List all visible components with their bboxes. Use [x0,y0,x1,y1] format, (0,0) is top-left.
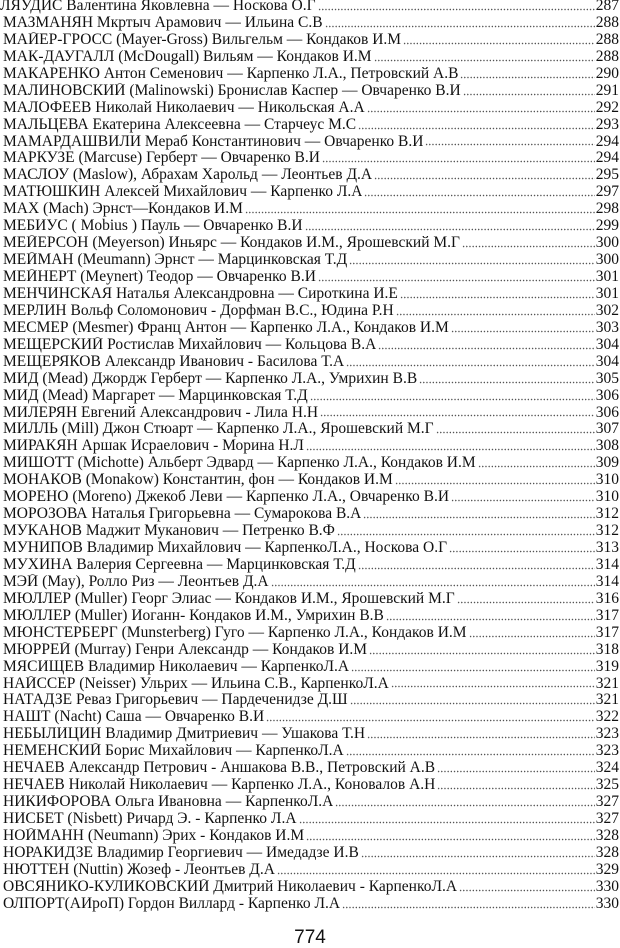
dot-leader [349,262,595,265]
dot-leader [364,194,594,197]
entry-page: 298 [595,201,619,218]
entry-title: МАСЛОУ (Maslow), Абрахам Харольд — Леонтьев Д.А [3,167,373,184]
dot-leader [369,652,595,655]
entry-page: 300 [595,235,619,252]
index-entry [0,862,619,879]
entry-title: МЭЙ (May), Ролло Риз — Леонтьев Д.А [3,573,269,590]
dot-leader [350,702,595,705]
dot-leader [469,635,595,638]
index-entry [0,303,619,320]
entry-page: 313 [595,540,619,556]
index-entry [0,371,619,388]
entry-page: 330 [595,878,619,895]
entry-page: 304 [595,353,619,370]
entry-title: МАЛИНОВСКИЙ (Malinowski) Бронислав Каспер — Овчаренко В.И [3,82,461,99]
index-entry [0,574,619,591]
entry-title: НАЙССЕР (Neisser) Ульрих — Ильина С.В., КарпенкоЛ.А [3,675,389,692]
entry-page: 328 [595,844,619,861]
dot-leader [305,228,595,231]
entry-title: МЮЛЛЕР (Muller) Иоганн- Кондаков И.М., Умрихин В.В [3,607,384,624]
index-entry [0,625,619,642]
entry-page: 323 [595,726,619,743]
index-entry [0,523,619,540]
index-entry [0,269,619,286]
dot-leader [386,618,595,621]
entry-page: 300 [595,252,619,269]
entry-title: МЕРЛИН Вольф Соломонович - Дорфман В.С., Юдина Р.Н [3,302,394,319]
entry-title: МАЛЬЦЕВА Екатерина Алексеевна — Старчеус М.С [3,116,357,133]
page-number: 774 [294,927,326,948]
entry-page: 310 [595,489,619,506]
dot-leader [437,787,594,790]
index-entry [0,354,619,371]
entry-title: НАШТ (Nacht) Саша — Овчаренко В.И [3,709,265,726]
dot-leader [299,821,595,824]
entry-title: МИРАКЯН Аршак Исраелович - Морина Н.Л [3,438,304,455]
dot-leader [395,482,595,485]
entry-title: МАМАРДАШВИЛИ Мераб Константинович — Овчаренко В.И [3,133,424,150]
index-entry [0,100,619,117]
entry-title: МИЛЛЬ (Mill) Джон Стюарт — Карпенко Л.А., Ярошевский М.Г [3,421,434,438]
dot-leader [346,753,595,756]
entry-page: 294 [595,150,619,167]
entry-page: 312 [595,523,619,540]
dot-leader [451,499,595,502]
index-entry [0,150,619,167]
entry-page: 319 [595,658,619,675]
entry-title: МАРКУЗЕ (Marcuse) Герберт — Овчаренко В.И [3,150,320,167]
index-entry [0,201,619,218]
entry-page: 310 [595,472,619,489]
index-entry [0,184,619,201]
index-entry [0,337,619,354]
dot-leader [358,567,595,570]
dot-leader [306,838,595,841]
index-entry [0,692,619,709]
entry-title: МЕНЧИНСКАЯ Наталья Александровна — Сироткина И.Е [3,285,398,302]
entry-page: 302 [595,302,619,319]
dot-leader [342,906,595,909]
dot-leader [367,110,595,113]
index-entry [0,709,619,726]
entry-title: МАЗМАНЯН Мкртыч Арамович — Ильина С.В [3,14,323,31]
index-entry [0,896,619,913]
dot-leader [478,465,595,468]
entry-page: 306 [595,404,619,421]
entry-page: 297 [595,184,619,201]
entry-title: МЕБИУС ( Mobius ) Пауль — Овчаренко В.И [3,218,303,235]
dot-leader [374,59,595,62]
dot-leader [437,770,595,773]
entry-title: МАЙЕР-ГРОСС (Mayer-Gross) Вильгельм — Кондаков И.М [3,31,402,48]
entry-page: 324 [595,760,619,777]
entry-title: НЮТТЕН (Nuttin) Жозеф - Леонтьев Д.А [3,861,275,878]
entry-title: НОРАКИДЗЕ Владимир Георгиевич — Имедадзе И.В [3,844,359,861]
index-entry [0,167,619,184]
index-entry [0,659,619,676]
entry-title: МЕЩЕРЯКОВ Александр Иванович - Басилова Т.А [3,353,345,370]
dot-leader [351,669,595,672]
dot-leader [363,516,594,519]
index-entry [0,472,619,489]
index-entry [0,777,619,794]
index-entry [0,811,619,828]
dot-leader [436,431,595,434]
index-entry [0,320,619,337]
entry-page: 318 [595,641,619,658]
entry-page: 328 [595,827,619,844]
entry-page: 309 [595,455,619,472]
entry-page: 317 [595,624,619,641]
entry-title: МЮРРЕЙ (Murray) Генри Александр — Кондаков И.М [3,641,368,658]
entry-title: МИЛЕРЯН Евгений Александрович - Лила Н.Н [3,404,319,421]
dot-leader [459,889,595,892]
entry-title: НЕЧАЕВ Александр Петрович - Аншакова В.В., Петровский А.В [3,760,436,777]
dot-leader [245,211,595,214]
entry-page: 288 [595,48,619,65]
dot-leader [391,685,595,688]
index-entry [0,489,619,506]
entry-title: МЯСИЩЕВ Владимир Николаевич — КарпенкоЛ.А [3,658,350,675]
index-entry [0,726,619,743]
entry-page: 321 [595,692,619,709]
dot-leader [374,177,595,180]
dot-leader [400,296,595,299]
dot-leader [271,584,595,587]
entry-page: 317 [595,607,619,624]
entry-page: 327 [595,794,619,811]
entry-page: 299 [595,218,619,235]
entry-page: 322 [595,709,619,726]
dot-leader [318,8,595,11]
entry-title: МАТЮШКИН Алексей Михайлович — Карпенко Л.А [3,184,363,201]
entry-title: МЕЙНЕРТ (Meynert) Теодор — Овчаренко В.И [3,269,316,285]
index-entry [0,66,619,83]
entry-page: 321 [595,675,619,692]
entry-title: НЕБЫЛИЦИН Владимир Дмитриевич — Ушакова Т.Н [3,726,366,743]
index-entry [0,218,619,235]
index-entry [0,828,619,845]
dot-leader [396,313,595,316]
entry-title: МАКАРЕНКО Антон Семенович — Карпенко Л.А., Петровский А.В [3,65,459,82]
index-entry [0,591,619,608]
index-entry [0,760,619,777]
entry-title: МУХИНА Валерия Сергеевна — Марцинковская Т.Д [3,556,356,573]
dot-leader [462,245,595,248]
index-entry [0,743,619,760]
dot-leader [277,872,595,875]
index-entry [0,252,619,269]
dot-leader [322,160,595,163]
entry-page: 312 [595,506,619,523]
entry-page: 327 [595,811,619,827]
index-entry [0,0,619,15]
dot-leader [358,127,595,130]
dot-leader [335,804,594,807]
entry-title: МЕСМЕР (Mesmer) Франц Антон — Карпенко Л.А., Кондаков И.М [3,319,449,336]
entry-title: НИКИФОРОВА Ольга Ивановна — КарпенкоЛ.А [3,794,334,811]
entry-page: 314 [595,573,619,590]
index-entry [0,15,619,32]
entry-page: 288 [595,14,619,31]
entry-title: МУКАНОВ Маджит Муканович — Петренко В.Ф [3,523,335,540]
index-entry [0,235,619,252]
index-entry [0,438,619,455]
entry-page: 325 [595,777,619,794]
entry-page: 293 [595,116,619,133]
index-entry [0,845,619,862]
entry-page: 290 [595,65,619,82]
entry-page: 304 [595,336,619,353]
dot-leader [361,855,595,858]
entry-page: 294 [595,133,619,150]
dot-leader [378,347,594,350]
index-entry [0,506,619,523]
entry-page: 303 [595,319,619,336]
entry-title: МИШОТТ (Michotte) Альберт Эдвард — Карпенко Л.А., Кондаков И.М [3,455,476,472]
entry-title: МЕЩЕРСКИЙ Ростислав Михайлович — Кольцова В.А [3,336,377,353]
index-entry [0,676,619,693]
index-entry [0,405,619,422]
dot-leader [310,398,595,401]
index-entry [0,134,619,151]
index-entry [0,879,619,896]
entry-title: МОРОЗОВА Наталья Григорьевна — Сумарокова В.А [3,506,362,523]
entry-title: НИСБЕТ (Nisbett) Ричард Э. - Карпенко Л.А [3,811,297,827]
entry-title: МОНАКОВ (Monakow) Константин, фон — Кондаков И.М [3,472,393,489]
dot-leader [367,736,595,739]
entry-page: 301 [595,285,619,302]
entry-page: 288 [595,31,619,48]
entry-page: 301 [595,269,619,285]
entry-title: МОРЕНО (Moreno) Джекоб Леви — Карпенко Л.А., Овчаренко В.И [3,489,450,506]
entry-page: 291 [595,82,619,99]
dot-leader [460,76,594,79]
entry-title: МИД (Mead) Маргарет — Марцинковская Т.Д [3,387,308,404]
entry-page: 307 [595,421,619,438]
entry-title: ОВСЯНИКО-КУЛИКОВСКИЙ Дмитрий Николаевич - КарпенкоЛ.А [3,878,458,895]
entry-title: МИД (Mead) Джордж Герберт — Карпенко Л.А., Умрихин В.В [3,370,418,387]
index-entry [0,455,619,472]
entry-title: ЛЯУДИС Валентина Яковлевна — Носкова О.Г [0,0,316,14]
entry-page: 330 [595,895,619,912]
index-entry [0,557,619,574]
index-entry [0,608,619,625]
dot-leader [425,143,594,146]
dot-leader [449,550,595,553]
entry-title: МЮЛЛЕР (Muller) Георг Элиас — Кондаков И.М., Ярошевский М.Г [3,590,455,607]
dot-leader [403,42,595,45]
dot-leader [266,719,595,722]
dot-leader [451,330,595,333]
index-entry [0,49,619,66]
entry-title: МАК-ДАУГАЛЛ (McDougall) Вильям — Кондаков И.М [3,48,372,65]
dot-leader [306,448,595,451]
index-entry [0,421,619,438]
entry-page: 305 [595,370,619,387]
entry-title: МЕЙЕРСОН (Meyerson) Иньярс — Кондаков И.М., Ярошевский М.Г [3,235,460,252]
dot-leader [320,414,595,417]
entry-title: ОЛПОРТ(АИроП) Гордон Виллард - Карпенко Л.А [3,895,341,912]
index-entry [0,642,619,659]
entry-title: НЕЧАЕВ Николай Николаевич — Карпенко Л.А., Коновалов А.Н [3,777,436,794]
dot-leader [318,279,595,282]
index-entry [0,388,619,405]
index-entry [0,286,619,303]
entry-title: МУНИПОВ Владимир Михайлович — КарпенкоЛ.А., Носкова О.Г [3,540,448,556]
dot-leader [463,93,595,96]
entry-page: 329 [595,861,619,878]
entry-title: НОЙМАНН (Neumann) Эрих - Кондаков И.М [3,827,305,844]
entry-title: МАЛОФЕЕВ Николай Николаевич — Никольская А.А [3,99,365,116]
entry-title: НЕМЕНСКИЙ Борис Михайлович — КарпенкоЛ.А [3,743,344,760]
dot-leader [419,381,595,384]
dot-leader [337,533,595,536]
entry-page: 287 [595,0,619,14]
index-entry [0,540,619,557]
dot-leader [346,364,595,367]
dot-leader [325,25,595,28]
dot-leader [457,601,595,604]
index-entry [0,32,619,49]
entry-title: МАХ (Mach) Эрнст—Кондаков И.М [3,201,243,218]
entry-page: 323 [595,743,619,760]
entry-title: МЕЙМАН (Meumann) Эрнст — Марцинковская Т.Д [3,252,348,269]
entry-page: 308 [595,438,619,455]
entry-title: НАТАДЗЕ Реваз Григорьевич — Пардеченидзе Д.Ш [3,692,348,709]
entry-page: 295 [595,167,619,184]
entry-page: 292 [595,99,619,116]
index-entry [0,83,619,100]
entry-page: 314 [595,556,619,573]
entry-title: МЮНСТЕРБЕРГ (Munsterberg) Гуго — Карпенко Л.А., Кондаков И.М [3,624,467,641]
index-entry [0,794,619,811]
index-entry [0,117,619,134]
entry-page: 316 [595,590,619,607]
entry-page: 306 [595,387,619,404]
